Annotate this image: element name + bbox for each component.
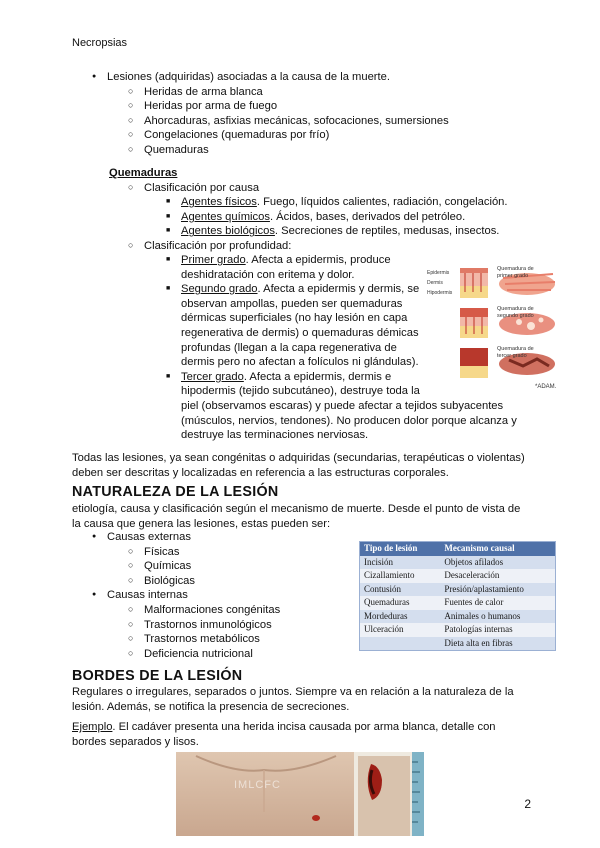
burns-title: Quemaduras <box>109 167 178 179</box>
lesion-item: ○ Ahorcaduras, asfixias mecánicas, sofocaciones, sumersiones <box>72 114 552 129</box>
cause-table <box>360 542 555 650</box>
table-row: Mordeduras Animales o humanos <box>360 610 555 624</box>
layer-label: Hipodermis <box>427 290 453 296</box>
internal-causes-label: ● Causas internas <box>72 588 352 603</box>
intro-paragraph: Todas las lesiones, ya sean congénitas o adquiridas (secundarias, terapéuticas o violentas) deben ser descritas y localizadas en referencia a las estructuras corporales. <box>72 452 525 479</box>
wound-mark <box>312 815 320 821</box>
first-degree-label: Quemadura de primer grado <box>497 266 534 279</box>
burn-depth-item-third: ■ Tercer grado. Afecta a epidermis, dermis e hipodermis (tejido subcutáneo), destruye toda la piel (observamos escaras) y puede afectar a tejidos subyacentes (músculos, nervios, tendones). No producen dolor porque alcanza y destruye las terminaciones nerviosas. <box>72 370 600 443</box>
example-label: Ejemplo <box>72 721 113 733</box>
external-causes-label: ● Causas externas <box>72 530 352 545</box>
borders-text: Regulares o irregulares, separados o juntos. Siempre va en relación a la naturaleza de la lesión. Además, se notifica la presencia de secreciones. <box>72 686 514 713</box>
burn-degrees-illustration <box>427 262 565 392</box>
external-cause-item: ○ Físicas <box>72 545 352 560</box>
lesions-main-item: ● Lesiones (adquiridas) asociadas a la causa de la muerte. <box>72 70 552 85</box>
nature-text: etiología, causa y clasificación según el mecanismo de muerte. Desde el punto de vista de la causa que genera las lesiones, estas pueden ser: <box>72 503 521 530</box>
burn-cause-term: Agentes físicos <box>181 196 257 209</box>
burns-by-depth-label: ○ Clasificación por profundidad: <box>72 239 552 254</box>
burn-cause-item: ■ Agentes físicos. Fuego, líquidos calientes, radiación, congelación. <box>72 195 552 210</box>
burn-cause-item: ■ Agentes químicos. Ácidos, bases, derivados del petróleo. <box>72 210 552 225</box>
skin-layers-first <box>460 268 488 298</box>
table-row: Incisión Objetos afilados <box>360 556 555 570</box>
table-row: Ulceración Patologías internas <box>360 623 555 637</box>
internal-cause-item: ○ Deficiencia nutricional <box>72 647 352 662</box>
causes-list <box>72 530 352 661</box>
borders-heading: BORDES DE LA LESIÓN <box>72 668 243 684</box>
burn-depth-item-first: ■ Primer grado. Afecta a epidermis, produce deshidratación con eritema y dolor. <box>72 253 432 282</box>
burns-by-cause-label: ○ Clasificación por causa <box>72 181 552 196</box>
external-cause-item: ○ Químicas <box>72 559 352 574</box>
lesion-item: ○ Heridas de arma blanca <box>72 85 552 100</box>
table-row: Cizallamiento Desaceleración <box>360 569 555 583</box>
internal-cause-item: ○ Trastornos metabólicos <box>72 632 352 647</box>
photo-watermark: IMLCFC <box>234 779 281 791</box>
lesion-item: ○ Heridas por arma de fuego <box>72 99 552 114</box>
wound-photo-image <box>176 752 424 836</box>
skin-layers-second <box>460 308 488 338</box>
internal-cause-item: ○ Trastornos inmunológicos <box>72 618 352 633</box>
page-number: 2 <box>524 797 531 811</box>
layer-label: Dermis <box>427 280 443 286</box>
burn-cause-item: ■ Agentes biológicos. Secreciones de reptiles, medusas, insectos. <box>72 224 552 239</box>
burn-degrees-figure <box>427 262 565 392</box>
page-header: Necropsias <box>72 37 128 49</box>
lesion-item: ○ Quemaduras <box>72 143 552 158</box>
figure-credit: *ADAM. <box>535 384 557 390</box>
internal-cause-item: ○ Malformaciones congénitas <box>72 603 352 618</box>
borders-example: Ejemplo. El cadáver presenta una herida incisa causada por arma blanca, detalle con bordes separados y lisos. <box>72 721 496 748</box>
table-row: Dieta alta en fibras <box>360 637 555 651</box>
wound-photo <box>176 752 424 836</box>
burn-cause-term: Agentes químicos <box>181 210 270 223</box>
burns-section <box>72 166 552 254</box>
third-degree-label: Quemadura de tercer grado <box>497 346 534 359</box>
burn-depth-item-second: ■ Segundo grado. Afecta a epidermis y dermis, se observan ampollas, pueden ser quemaduras dérmicas superficiales (no hay lesión en capa regenerativa de dermis) o quemaduras démicas profundas (llegan a la capa regenerativa de dermis pero no afectan a folículos ni glándulas). <box>72 282 432 370</box>
table-row: Contusión Presión/aplastamiento <box>360 583 555 597</box>
table-header-cell: Tipo de lesión <box>360 542 440 556</box>
table-header-row <box>360 542 555 556</box>
nature-heading: NATURALEZA DE LA LESIÓN <box>72 484 279 500</box>
lesions-section <box>72 70 552 158</box>
skin-layers-third <box>460 348 488 378</box>
lesion-item: ○ Congelaciones (quemaduras por frío) <box>72 128 552 143</box>
table-row: Quemaduras Fuentes de calor <box>360 596 555 610</box>
layer-label: Epidermis <box>427 270 450 276</box>
external-cause-item: ○ Biológicas <box>72 574 352 589</box>
second-degree-label: Quemadura de segundo grado <box>497 306 534 319</box>
cause-table-wrapper <box>359 541 556 651</box>
burn-cause-term: Agentes biológicos <box>181 225 275 238</box>
table-header-cell: Mecanismo causal <box>440 542 555 556</box>
